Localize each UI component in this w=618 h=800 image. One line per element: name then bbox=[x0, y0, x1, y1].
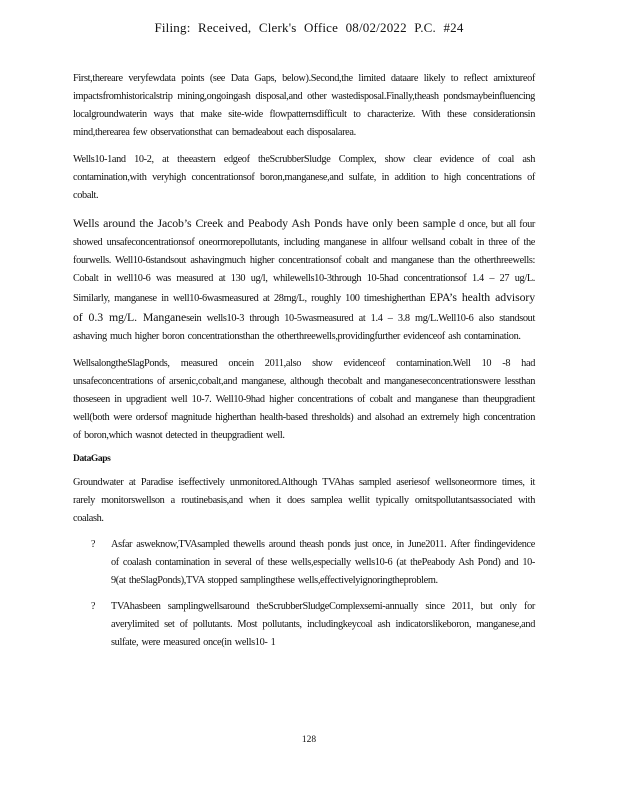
epa-advisory-text: EPA’s health advisory of 0.3 mg/L. Mangane bbox=[73, 290, 535, 324]
bullet-marker: ? bbox=[91, 539, 96, 550]
bullet-item bbox=[73, 536, 535, 590]
bullet-marker: ? bbox=[91, 601, 96, 612]
paragraph-text-a: d once, but all four showed unsafeconcentrationsof oneormorepollutants, including manganese in allfour wellsand cobalt in three of the fourwells. Well10-6standsout ashavingmuch higher concentrationsof cobalt and manganese than the otherthreewells: Cobalt in well10-6 was measured at 130 ug/l, whilewells10-3through 10-5had concentrationsof 1.4 – 27 ug/L. Similarly, manganese in well10-6wasmeasured at 28mg/L, roughly 100 timeshigherthan bbox=[73, 219, 536, 304]
document-body bbox=[73, 70, 535, 660]
section-heading-data-gaps: DataGaps bbox=[73, 454, 111, 464]
bullet-text: TVAhasbeen samplingwellsaround theScrubberSludgeComplexsemi-annually since 2011, but only for averylimited set of pollutants. Most pollutants, includingkeycoal ash indicatorslikeboron, manganese,and sulfate, were measured once(in wells10- 1 bbox=[111, 601, 535, 648]
paragraph-scrubber-sludge-wells: Wells10-1and 10-2, at theeastern edgeof theScrubberSludge Complex, show clear evidence of coal ash contamination,with veryhigh concentrationsof boron,manganese,and sulfate, in addition to high concentrations of cobalt. bbox=[73, 154, 535, 201]
bullet-item bbox=[73, 598, 535, 652]
bullet-text: Asfar asweknow,TVAsampled thewells around theash ponds just once, in June2011. After findingevidence of coalash contamination in several of these wells,especially wells10-6 (at thePeabody Ash Pond) and 10-9(at theSlagPonds),TVA stopped samplingthese wells,effectivelyignoringtheproblem. bbox=[111, 539, 535, 586]
page-number: 128 bbox=[301, 735, 317, 745]
paragraph-data-limitations: First,thereare veryfewdata points (see Data Gaps, below).Second,the limited dataare likely to reflect amixtureof impactsfromhistoricalstrip mining,ongoingash disposal,and other wastedisposal.Finally,theash pondsmaybeinfluencing localgroundwaterin ways that make site-wide flowpatternsdifficult to characterize. With these considerationsin mind,therearea few observationsthat can bemadeabout each disposalarea. bbox=[73, 73, 535, 138]
paragraph-slag-ponds: WellsalongtheSlagPonds, measured oncein 2011,also show evidenceof contamination.Well 10 -8 had unsafeconcentrations of arsenic,cobalt,and manganese, although thecobalt and manganeseconcentrationswere lessthan thoseseen in upgradient well 10-7. Well10-9had higher concentrations of cobalt and manganese than theupgradient well(both were ordersof magnitude higherthan health-based thresholds) and alsohad an extremely high concentration of boron,which wasnot detected in theupgradient well. bbox=[73, 358, 535, 441]
bullet-list bbox=[73, 536, 535, 652]
paragraph-jacobs-creek-peabody bbox=[73, 214, 535, 346]
paragraph-groundwater: Groundwater at Paradise iseffectively unmonitored.Although TVAhas sampled aseriesof wellsoneormore times, it rarely monitorswellson a routinebasis,and when it does samplea wellit typically omitspollutantsassociated with coalash. bbox=[73, 477, 535, 524]
filing-header: Filing: Received, Clerk's Office 08/02/2022 P.C. #24 bbox=[154, 20, 464, 35]
paragraph-text-b: sein wells10-3 through 10-5wasmeasured at 1.4 – 3.8 mg/L.Well10-6 also standsout ashaving much higher boron concentrationsthan the otherthreewells,providingfurther evidenceof ash contamination. bbox=[73, 313, 535, 342]
paragraph-lead-text: Wells around the Jacob’s Creek and Peabody Ash Ponds have only been sample bbox=[73, 216, 456, 230]
